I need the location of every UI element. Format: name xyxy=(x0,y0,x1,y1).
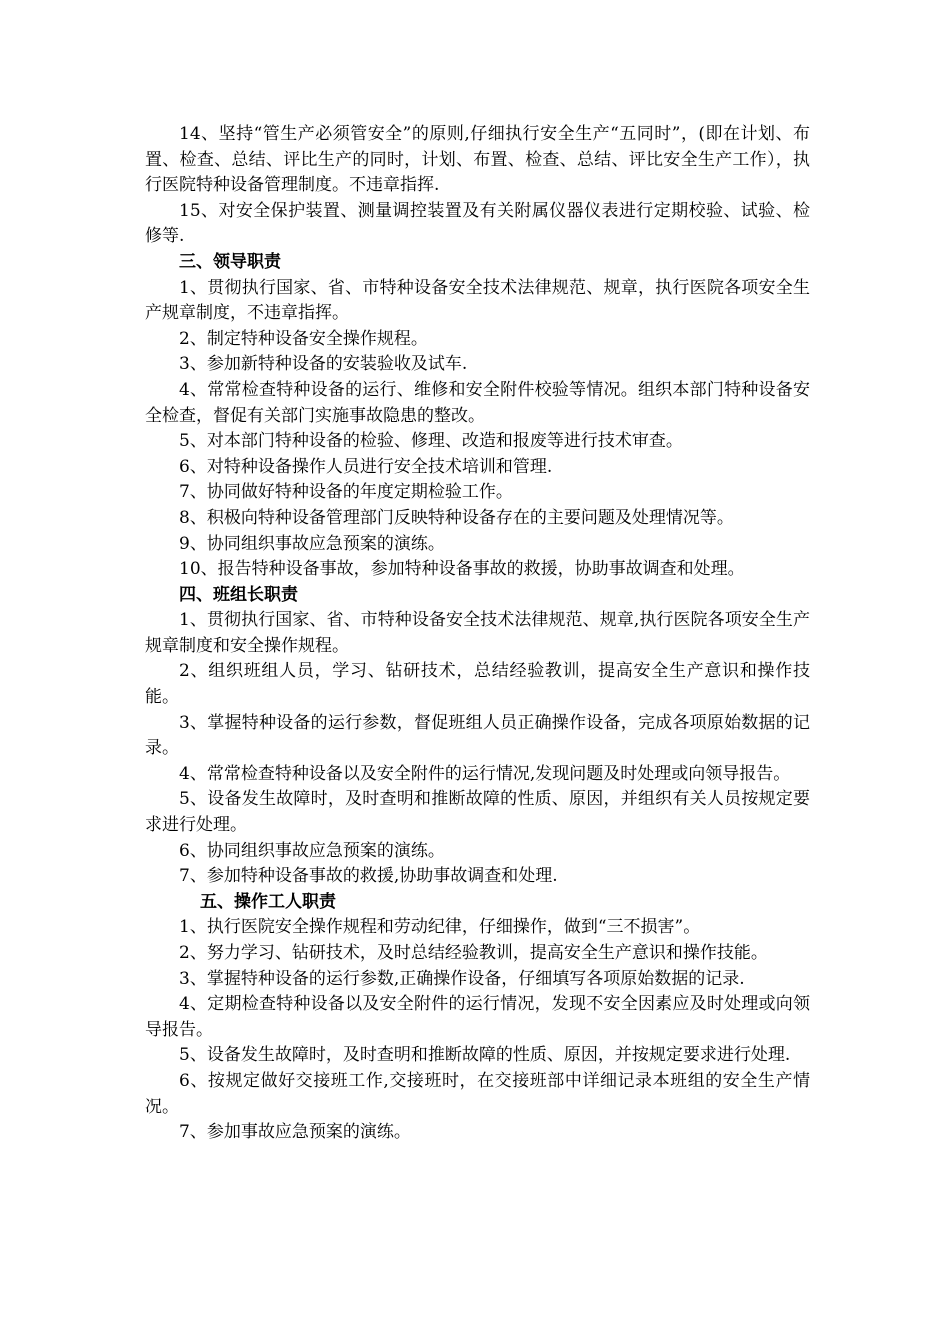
leadership-item: 3、参加新特种设备的安装验收及试车. xyxy=(179,354,468,375)
leadership-item: 1、贯彻执行国家、省、市特种设备安全技术法律规范、规章，执行医院各项安全生产规章制度，不违章指挥。 xyxy=(145,277,810,324)
leadership-item: 9、协同组织事故应急预案的演练。 xyxy=(179,533,445,554)
paragraph-item-14: 14、坚持“管生产必须管安全”的原则,仔细执行安全生产“五同时”，(即在计划、布置、检查、总结、评比生产的同时，计划、布置、检查、总结、评比安全生产工作），执行医院特种设备管理制度。不违章指挥. xyxy=(145,124,810,196)
leadership-item: 10、报告特种设备事故，参加特种设备事故的救援，协助事故调查和处理。 xyxy=(179,559,745,580)
leadership-item: 6、对特种设备操作人员进行安全技术培训和管理. xyxy=(179,456,553,477)
operator-item: 1、执行医院安全操作规程和劳动纪律，仔细操作，做到“三不损害”。 xyxy=(179,917,701,938)
team-leader-item: 4、常常检查特种设备以及安全附件的运行情况,发现问题及时处理或向领导报告。 xyxy=(179,763,791,784)
leadership-item: 8、积极向特种设备管理部门反映特种设备存在的主要问题及处理情况等。 xyxy=(179,507,734,528)
operator-item: 7、参加事故应急预案的演练。 xyxy=(179,1122,411,1143)
leadership-item: 7、协同做好特种设备的年度定期检验工作。 xyxy=(179,482,513,503)
team-leader-item: 2、组织班组人员，学习、钻研技术，总结经验教训，提高安全生产意识和操作技能。 xyxy=(145,661,810,708)
operator-item: 5、设备发生故障时，及时查明和推断故障的性质、原因，并按规定要求进行处理. xyxy=(179,1045,791,1066)
section-heading-team-leader: 四、班组长职责 xyxy=(179,584,298,605)
leadership-item: 2、制定特种设备安全操作规程。 xyxy=(179,328,428,349)
document-page xyxy=(145,122,810,1146)
section-heading-leadership: 三、领导职责 xyxy=(179,251,281,272)
leadership-item: 4、常常检查特种设备的运行、维修和安全附件校验等情况。组织本部门特种设备安全检查，督促有关部门实施事故隐患的整改。 xyxy=(145,379,810,426)
operator-item: 2、努力学习、钻研技术，及时总结经验教训，提高安全生产意识和操作技能。 xyxy=(179,943,768,963)
section-heading-operator: 五、操作工人职责 xyxy=(200,891,336,912)
team-leader-item: 5、设备发生故障时，及时查明和推断故障的性质、原因，并组织有关人员按规定要求进行处理。 xyxy=(145,789,810,836)
leadership-item: 5、对本部门特种设备的检验、修理、改造和报废等进行技术审查。 xyxy=(179,431,683,452)
operator-item: 3、掌握特种设备的运行参数,正确操作设备，仔细填写各项原始数据的记录. xyxy=(179,968,745,989)
operator-item: 6、按规定做好交接班工作,交接班时，在交接班部中详细记录本班组的安全生产情况。 xyxy=(145,1070,810,1117)
team-leader-item: 6、协同组织事故应急预案的演练。 xyxy=(179,840,445,861)
operator-item: 4、定期检查特种设备以及安全附件的运行情况，发现不安全因素应及时处理或向领导报告。 xyxy=(145,994,810,1040)
paragraph-item-15: 15、对安全保护装置、测量调控装置及有关附属仪器仪表进行定期校验、试验、检修等. xyxy=(145,200,810,247)
team-leader-item: 1、贯彻执行国家、省、市特种设备安全技术法律规范、规章,执行医院各项安全生产规章制度和安全操作规程。 xyxy=(145,610,810,656)
team-leader-item: 3、掌握特种设备的运行参数，督促班组人员正确操作设备，完成各项原始数据的记录。 xyxy=(145,712,810,759)
team-leader-item: 7、参加特种设备事故的救援,协助事故调查和处理. xyxy=(179,866,558,887)
